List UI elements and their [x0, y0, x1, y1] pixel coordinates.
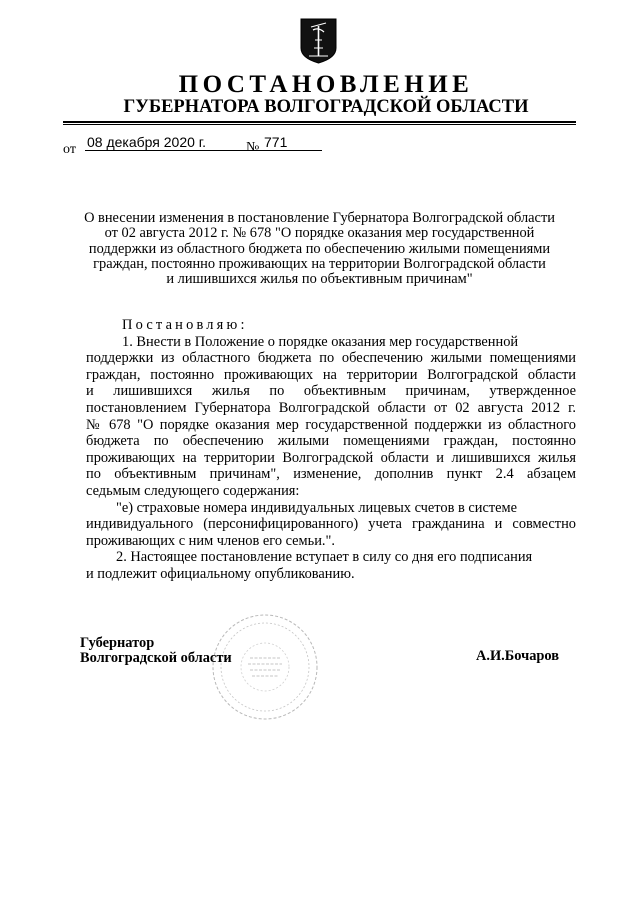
paragraph-1-line: постановлением Губернатора Волгоградской области от 02 августа 2012 г.	[86, 399, 576, 416]
number-label: №	[246, 140, 260, 155]
official-seal-icon	[210, 612, 320, 722]
paragraph-1-line: 1. Внести в Положение о порядке оказания мер государственной	[122, 333, 519, 350]
paragraph-1-line: № 678 "О порядке оказания мер государственной поддержки из областного	[86, 416, 576, 433]
quote-line: индивидуального (персонифицированного) учета гражданина и совместно	[86, 516, 576, 533]
subject-line: граждан, постоянно проживающих на территории Волгоградской области	[93, 255, 546, 272]
paragraph-1-line: по объективным причинам", изменение, дополнив пункт 2.4 абзацем	[86, 466, 576, 483]
subject-line: О внесении изменения в постановление Губернатора Волгоградской области	[84, 210, 555, 226]
subject-line: от 02 августа 2012 г. № 678 "О порядке оказания мер государственной	[104, 225, 535, 242]
document-subject	[63, 211, 576, 287]
paragraph-2-line: 2. Настоящее постановление вступает в силу со дня его подписания	[116, 549, 533, 566]
paragraph-1-line: поддержки из областного бюджета по обеспечению жилыми помещениями	[86, 350, 576, 367]
date-label: от	[63, 142, 76, 157]
signatory-title-line: Губернатор	[80, 635, 155, 651]
number-value: 771	[264, 134, 288, 150]
subject-line: и лишившихся жилья по объективным причинам"	[166, 271, 473, 288]
number-field	[262, 136, 322, 151]
document-body	[86, 317, 576, 583]
signatory-name: А.И.Бочаров	[476, 648, 560, 664]
quote-line: "е) страховые номера индивидуальных лицевых счетов в системе	[116, 499, 518, 516]
signatory-title	[80, 636, 232, 666]
paragraph-2-line: и подлежит официальному опубликованию.	[86, 565, 355, 582]
paragraph-1-line: и лишившихся жилья по объективным причинам, утвержденное	[86, 383, 576, 400]
signatory-title-line: Волгоградской области	[80, 650, 232, 666]
paragraph-1-line: проживающих на территории Волгоградской области и лишившихся жилья	[86, 449, 576, 466]
date-value: 08 декабря 2020 г.	[87, 134, 207, 150]
header-rule-thin	[63, 124, 576, 125]
body-heading: Постановляю:	[122, 317, 248, 333]
paragraph-1-line: граждан, постоянно проживающих на территории Волгоградской области	[86, 366, 576, 383]
document-title: ПОСТАНОВЛЕНИЕ	[178, 71, 474, 98]
document-issuer: ГУБЕРНАТОРА ВОЛГОГРАДСКОЙ ОБЛАСТИ	[123, 97, 529, 117]
header-rule-thick	[63, 121, 576, 123]
paragraph-1-line: седьмым следующего содержания:	[86, 482, 300, 499]
coat-of-arms-icon	[300, 18, 337, 64]
paragraph-1-line: бюджета по обеспечению жилыми помещениями граждан, постоянно	[86, 433, 576, 450]
quote-line: проживающих с ним членов его семьи.".	[86, 532, 335, 549]
subject-line: поддержки из областного бюджета по обеспечению жилыми помещениями	[88, 240, 551, 257]
